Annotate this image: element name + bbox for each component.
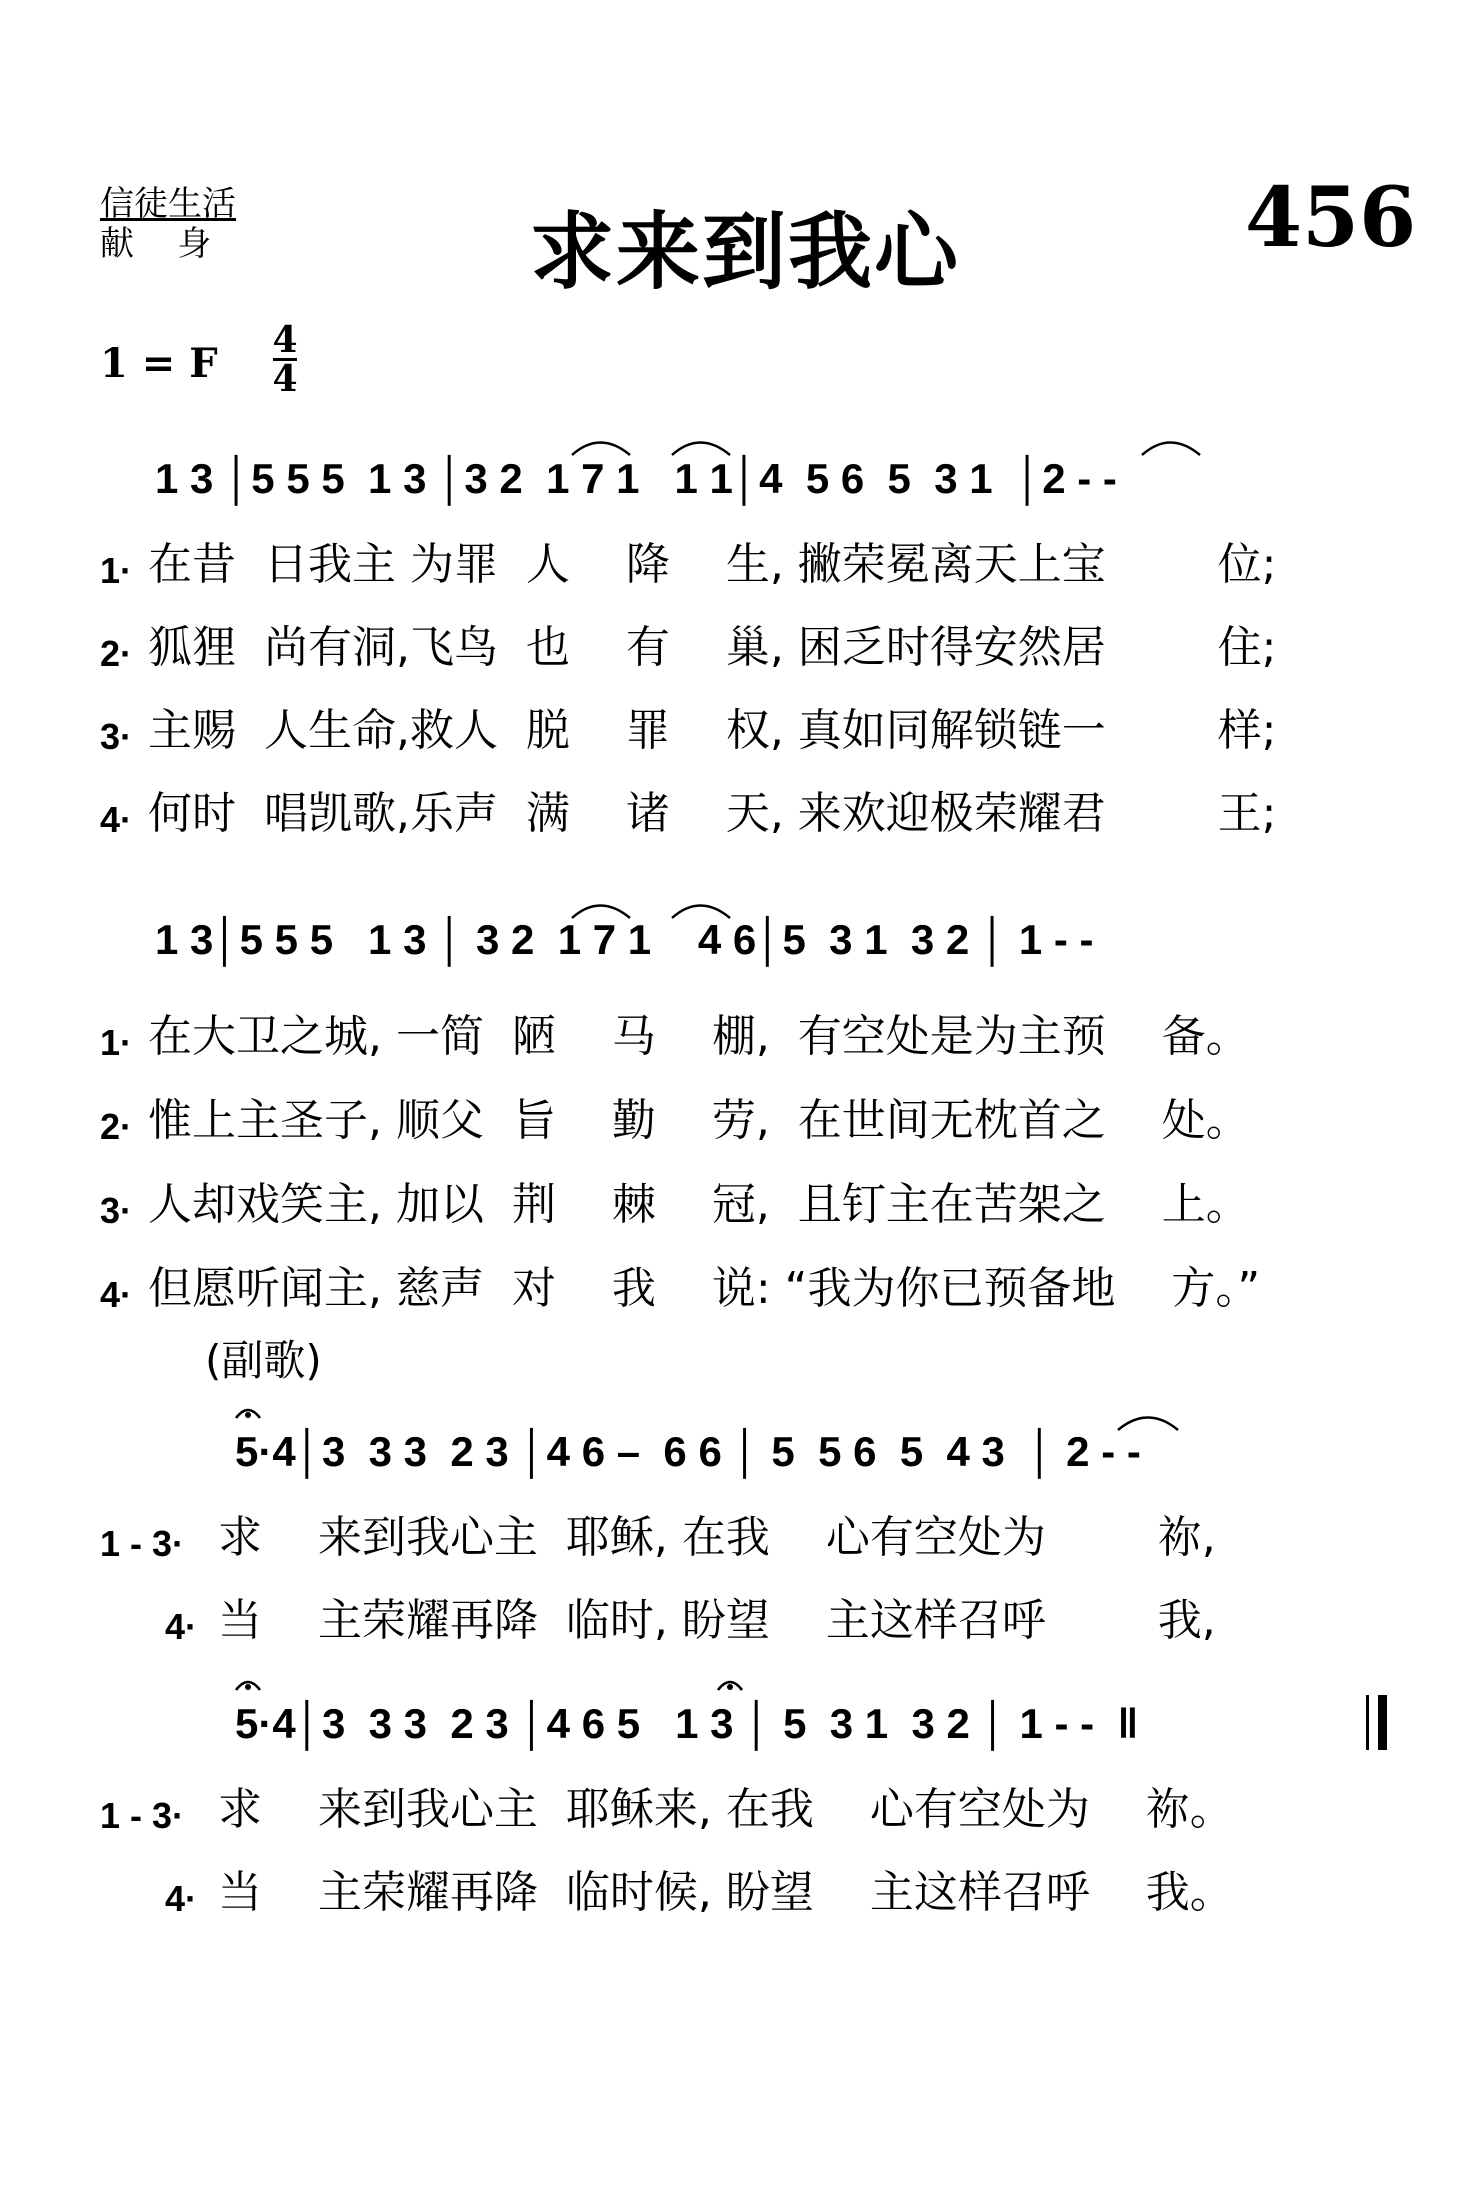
fermata-dot <box>245 1684 251 1690</box>
verse-number: 1 - 3· <box>100 1523 185 1564</box>
lyric-line: 主赐 人生命,救人 脱 罪 权, 真如同解锁链一 样; <box>148 705 1277 756</box>
slur <box>1118 1418 1178 1431</box>
notes-system-4: 5·4│3 3 3 2 3 │4 6 5 1 3 │ 5 3 1 3 2 │ 1 - - ‖ <box>235 1700 1139 1747</box>
final-barline <box>1378 1695 1387 1750</box>
verse-number: 4· <box>100 799 133 840</box>
lyric-line: 人却戏笑主, 加以 荆 棘 冠, 且钉主在苦架之 上。 <box>148 1179 1250 1230</box>
verse-number: 4· <box>165 1878 198 1919</box>
fermata-dot <box>245 1412 251 1418</box>
category-bottom: 献 身 <box>100 224 212 264</box>
lyric-line: 当 主荣耀再降 临时, 盼望 主这样召呼 我, <box>218 1595 1216 1646</box>
verse-number: 2· <box>100 1106 133 1147</box>
verse-number: 1· <box>100 1022 133 1063</box>
fermata-dot <box>727 1684 733 1690</box>
lyric-line: 求 来到我心主 耶稣来, 在我 心有空处为 祢。 <box>218 1784 1234 1835</box>
key-signature: 1 = F <box>100 340 218 387</box>
verse-number: 4· <box>165 1606 198 1647</box>
lyric-line: 何时 唱凯歌,乐声 满 诸 天, 来欢迎极荣耀君 王; <box>148 788 1277 839</box>
lyric-line: 狐狸 尚有洞,飞鸟 也 有 巢, 困乏时得安然居 住; <box>148 622 1277 673</box>
lyric-line: 在昔 日我主 为罪 人 降 生, 撇荣冕离天上宝 位; <box>148 539 1277 590</box>
time-signature-top: 4 <box>272 319 298 361</box>
lyric-line: 在大卫之城, 一简 陋 马 棚, 有空处是为主预 备。 <box>148 1011 1250 1062</box>
verse-number: 3· <box>100 1190 133 1231</box>
lyric-line: 惟上主圣子, 顺父 旨 勤 劳, 在世间无枕首之 处。 <box>148 1095 1250 1146</box>
hymn-number: 456 <box>1245 170 1417 266</box>
slur <box>672 906 730 919</box>
verse-number: 3· <box>100 716 133 757</box>
verse-number: 1 - 3· <box>100 1795 185 1836</box>
slur <box>572 443 630 456</box>
hymn-title: 求来到我心 <box>530 202 961 301</box>
lyric-line: 但愿听闻主, 慈声 对 我 说: “我为你已预备地 方。” <box>148 1263 1261 1314</box>
category-top: 信徒生活 <box>100 184 236 224</box>
notes-system-2: 1 3│5 5 5 1 3 │ 3 2 1 7 1 4 6│5 3 1 3 2 │ 1 - - <box>155 916 1094 963</box>
lyric-line: 当 主荣耀再降 临时候, 盼望 主这样召呼 我。 <box>218 1867 1234 1918</box>
verse-number: 4· <box>100 1274 133 1315</box>
slur <box>672 443 730 456</box>
verse-number: 2· <box>100 633 133 674</box>
verse-number: 1· <box>100 550 133 591</box>
time-signature-bottom: 4 <box>272 358 298 400</box>
final-barline-thin <box>1366 1695 1369 1750</box>
lyric-line: 求 来到我心主 耶稣, 在我 心有空处为 祢, <box>218 1512 1216 1563</box>
slur <box>572 906 630 919</box>
slur <box>1142 443 1200 456</box>
refrain-label: (副歌) <box>205 1336 322 1385</box>
notes-system-3: 5·4│3 3 3 2 3 │4 6 – 6 6 │ 5 5 6 5 4 3 │ 2 - - <box>235 1428 1141 1475</box>
notes-system-1: 1 3 │5 5 5 1 3 │3 2 1 7 1 1 1│4 5 6 5 3 1 │2 - - <box>155 455 1117 502</box>
